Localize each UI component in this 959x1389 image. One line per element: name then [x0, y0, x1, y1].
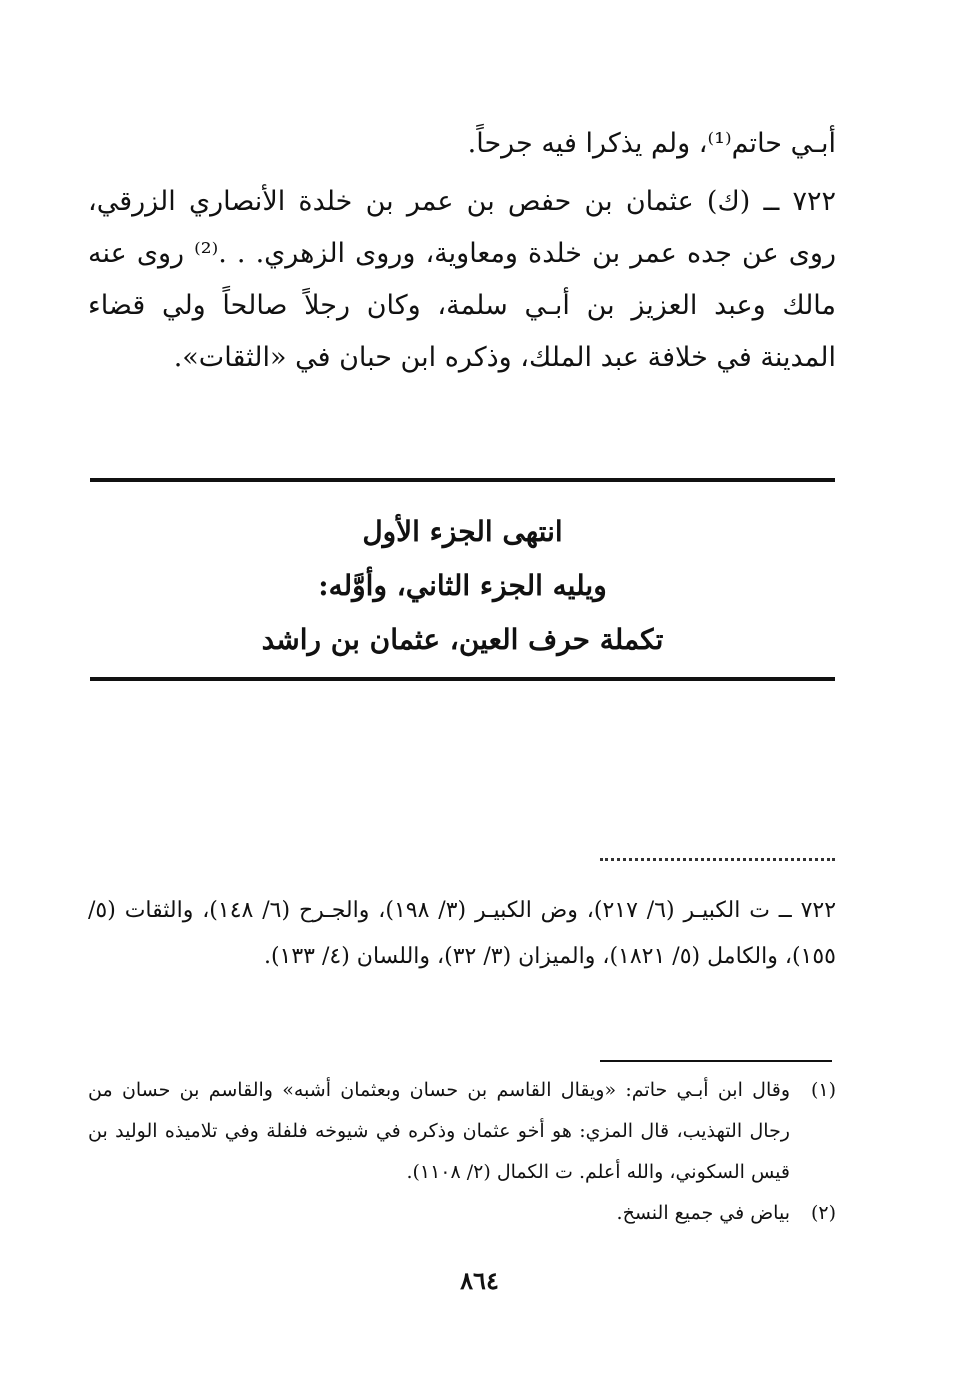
footnote-rule — [600, 1060, 832, 1062]
volume-closing-note — [90, 505, 835, 667]
footnote-number: (٢) — [810, 1202, 836, 1224]
closing-line-1: انتهى الجزء الأول — [362, 515, 563, 548]
page-number: ٨٦٤ — [460, 1266, 499, 1295]
footnote-text: وقال ابن أبـي حاتم: «ويقال القاسم بن حسان وبعثمان أشبه» والقاسم بن حسان من رجال التهذيب، قال المزي: هو أخو عثمان وذكره في شيوخه فلفلة وفي تلاميذه الوليد بن قيس السكوني، والله أعلم. ت الكمال (٢/ ١١٠٨). — [88, 1079, 790, 1183]
footnotes — [88, 1070, 836, 1234]
dotted-separator — [600, 858, 835, 861]
closing-line-2: ويليه الجزء الثاني، وأوَّله: — [318, 569, 607, 602]
footnote-text: بياض في جميع النسخ. — [616, 1202, 790, 1224]
footnote-item — [88, 1193, 836, 1234]
sources-text: ٧٢٢ ــ ت الكبيـر (٦/ ٢١٧)، وض الكبيـر (٣/ ١٩٨)، والجـرح (٦/ ١٤٨)، والثقات (٥/ ١٥٥)، والكامل (٥/ ١٨٢١)، والميزان (٣/ ٣٢)، واللسان (٤/ ١٣٣). — [88, 898, 837, 969]
bottom-rule — [90, 677, 835, 681]
sources-block — [88, 888, 836, 980]
biography-entry: ٧٢٢ ــ (ك) عثمان بن حفص بن عمر بن خلدة الأنصاري الزرقي، روى عن جده عمر بن خلدة ومعاوية، وروى الزهري. . .⁽²⁾ روى عنه مالك وعبد العزيز بن أبـي سلمة، وكان رجلاً صالحاً ولي قضاء المدينة في خلافة عبد الملك، وذكره ابن حبان في «الثقات». — [88, 186, 837, 373]
main-line-1: أبـي حاتم⁽¹⁾، ولم يذكرا فيه جرحاً. — [467, 128, 836, 159]
closing-line-3: تكملة حرف العين، عثمان بن راشد — [261, 623, 664, 656]
main-text — [88, 118, 836, 384]
top-rule — [90, 478, 835, 482]
footnote-number: (١) — [810, 1079, 836, 1101]
footnote-item — [88, 1070, 836, 1193]
